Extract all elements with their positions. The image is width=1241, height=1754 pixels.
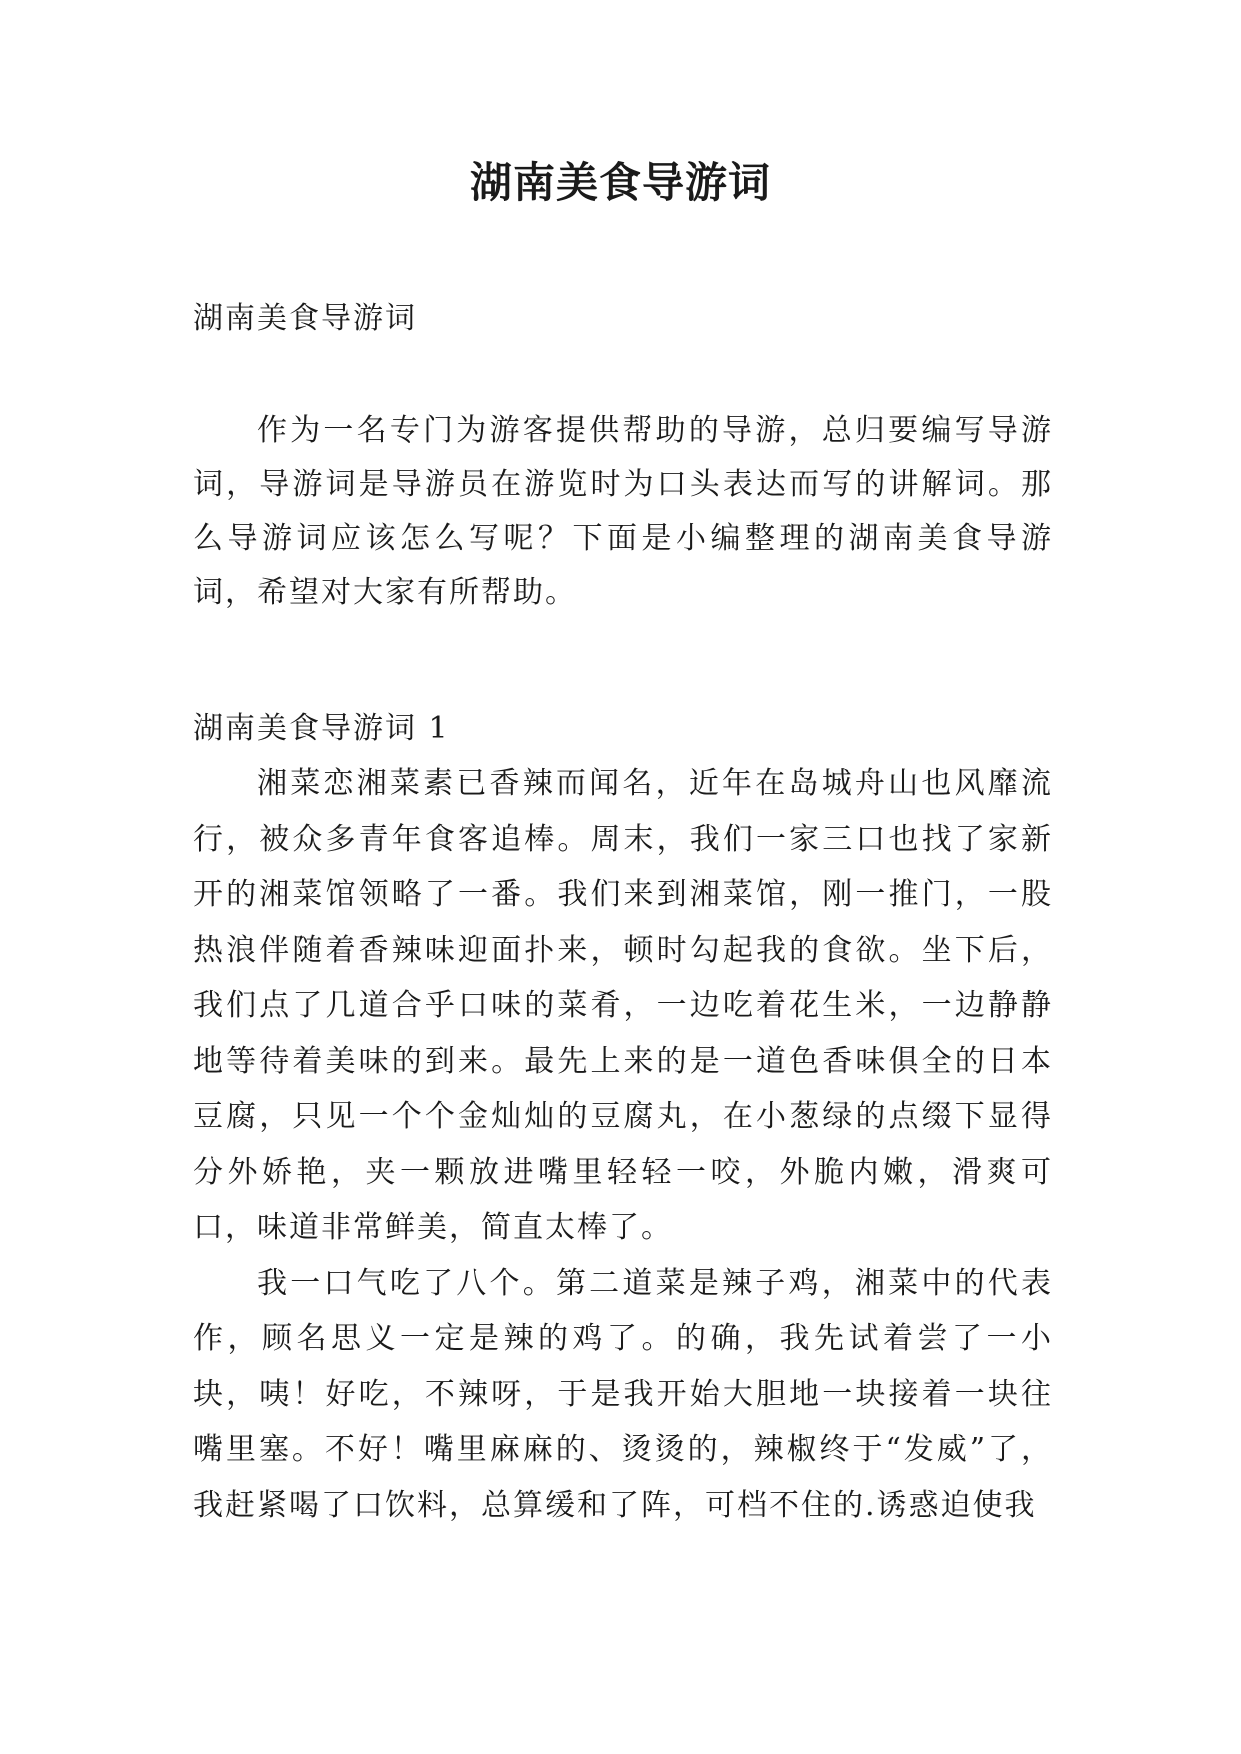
document-subtitle: 湖南美食导游词 xyxy=(193,301,417,336)
section-heading: 湖南美食导游词 1 xyxy=(193,711,450,746)
body-paragraph-2: 我一口气吃了八个。第二道菜是辣子鸡，湘菜中的代表作，顾名思义一定是辣的鸡了。的确，我先试着尝了一小块，咦！好吃，不辣呀，于是我开始大胆地一块接着一块往嘴里塞。不好！嘴里麻麻的、烫烫的，辣椒终于“发威”了，我赶紧喝了口饮料，总算缓和了阵，可档不住的.诱惑迫使我 xyxy=(193,1265,1053,1523)
document-title: 湖南美食导游词 xyxy=(469,158,771,207)
section-body xyxy=(193,756,1053,1533)
intro-paragraph: 作为一名专门为游客提供帮助的导游，总归要编写导游词，导游词是导游员在游览时为口头表达而写的讲解词。那么导游词应该怎么写呢？下面是小编整理的湖南美食导游词，希望对大家有所帮助。 xyxy=(193,413,1053,610)
body-paragraph-1: 湘菜恋湘菜素已香辣而闻名，近年在岛城舟山也风靡流行，被众多青年食客追棒。周末，我们一家三口也找了家新开的湘菜馆领略了一番。我们来到湘菜馆，刚一推门，一股热浪伴随着香辣味迎面扑来，顿时勾起我的食欲。坐下后，我们点了几道合乎口味的菜肴，一边吃着花生米，一边静静地等待着美味的到来。最先上来的是一道色香味俱全的日本豆腐，只见一个个金灿灿的豆腐丸，在小葱绿的点缀下显得分外娇艳，夹一颗放进嘴里轻轻一咬，外脆内嫩，滑爽可口，味道非常鲜美，简直太棒了。 xyxy=(193,766,1053,1245)
